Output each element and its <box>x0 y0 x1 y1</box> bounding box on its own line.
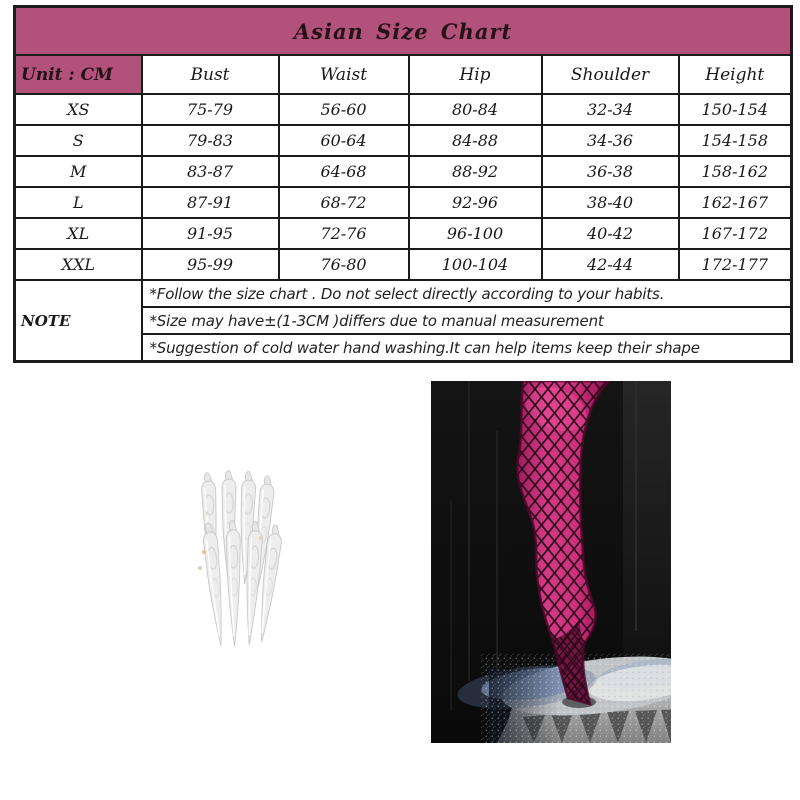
height-value: 172-177 <box>679 249 792 280</box>
note-line-1: *Follow the size chart . Do not select directly according to your habits. <box>142 280 792 307</box>
height-value: 158-162 <box>679 156 792 187</box>
chart-title-row <box>15 7 792 56</box>
column-header-shoulder: Shoulder <box>542 55 679 94</box>
product-photo-nail-tips <box>193 468 293 650</box>
bust-value: 79-83 <box>142 125 279 156</box>
fishnet-leg-illustration <box>431 381 671 743</box>
unit-label: Unit : CM <box>15 55 142 94</box>
table-row-l <box>15 187 792 218</box>
height-value: 167-172 <box>679 218 792 249</box>
shoulder-value: 32-34 <box>542 94 679 125</box>
bust-value: 91-95 <box>142 218 279 249</box>
hip-value: 88-92 <box>409 156 542 187</box>
bust-value: 75-79 <box>142 94 279 125</box>
size-label: M <box>15 156 142 187</box>
column-header-waist: Waist <box>279 55 409 94</box>
shoulder-value: 36-38 <box>542 156 679 187</box>
curtain-highlight <box>623 381 671 671</box>
waist-value: 64-68 <box>279 156 409 187</box>
shoulder-value: 38-40 <box>542 187 679 218</box>
table-row-m <box>15 156 792 187</box>
column-header-hip: Hip <box>409 55 542 94</box>
size-label: XS <box>15 94 142 125</box>
column-header-bust: Bust <box>142 55 279 94</box>
shoulder-value: 42-44 <box>542 249 679 280</box>
note-row-1 <box>15 280 792 307</box>
height-value: 154-158 <box>679 125 792 156</box>
chart-title: Asian Size Chart <box>15 7 792 56</box>
waist-value: 68-72 <box>279 187 409 218</box>
table-row-xs <box>15 94 792 125</box>
table-row-s <box>15 125 792 156</box>
table-row-xxl <box>15 249 792 280</box>
hip-value: 84-88 <box>409 125 542 156</box>
note-line-3: *Suggestion of cold water hand washing.It can help items keep their shape <box>142 334 792 362</box>
note-label: NOTE <box>15 280 142 362</box>
hip-value: 96-100 <box>409 218 542 249</box>
bust-value: 87-91 <box>142 187 279 218</box>
shoulder-value: 34-36 <box>542 125 679 156</box>
size-label: XXL <box>15 249 142 280</box>
waist-value: 72-76 <box>279 218 409 249</box>
height-value: 162-167 <box>679 187 792 218</box>
waist-value: 56-60 <box>279 94 409 125</box>
column-header-row <box>15 55 792 94</box>
hip-value: 80-84 <box>409 94 542 125</box>
waist-value: 76-80 <box>279 249 409 280</box>
size-label: L <box>15 187 142 218</box>
waist-value: 60-64 <box>279 125 409 156</box>
note-line-2: *Size may have±(1-3CM )differs due to manual measurement <box>142 307 792 334</box>
height-value: 150-154 <box>679 94 792 125</box>
shoulder-value: 40-42 <box>542 218 679 249</box>
table-row-xl <box>15 218 792 249</box>
product-photo-fishnet-stocking <box>431 381 671 743</box>
hip-value: 100-104 <box>409 249 542 280</box>
size-chart-table <box>13 5 793 363</box>
hip-value: 92-96 <box>409 187 542 218</box>
size-label: XL <box>15 218 142 249</box>
bust-value: 83-87 <box>142 156 279 187</box>
nail-tips-illustration <box>193 468 293 650</box>
bust-value: 95-99 <box>142 249 279 280</box>
size-label: S <box>15 125 142 156</box>
column-header-height: Height <box>679 55 792 94</box>
